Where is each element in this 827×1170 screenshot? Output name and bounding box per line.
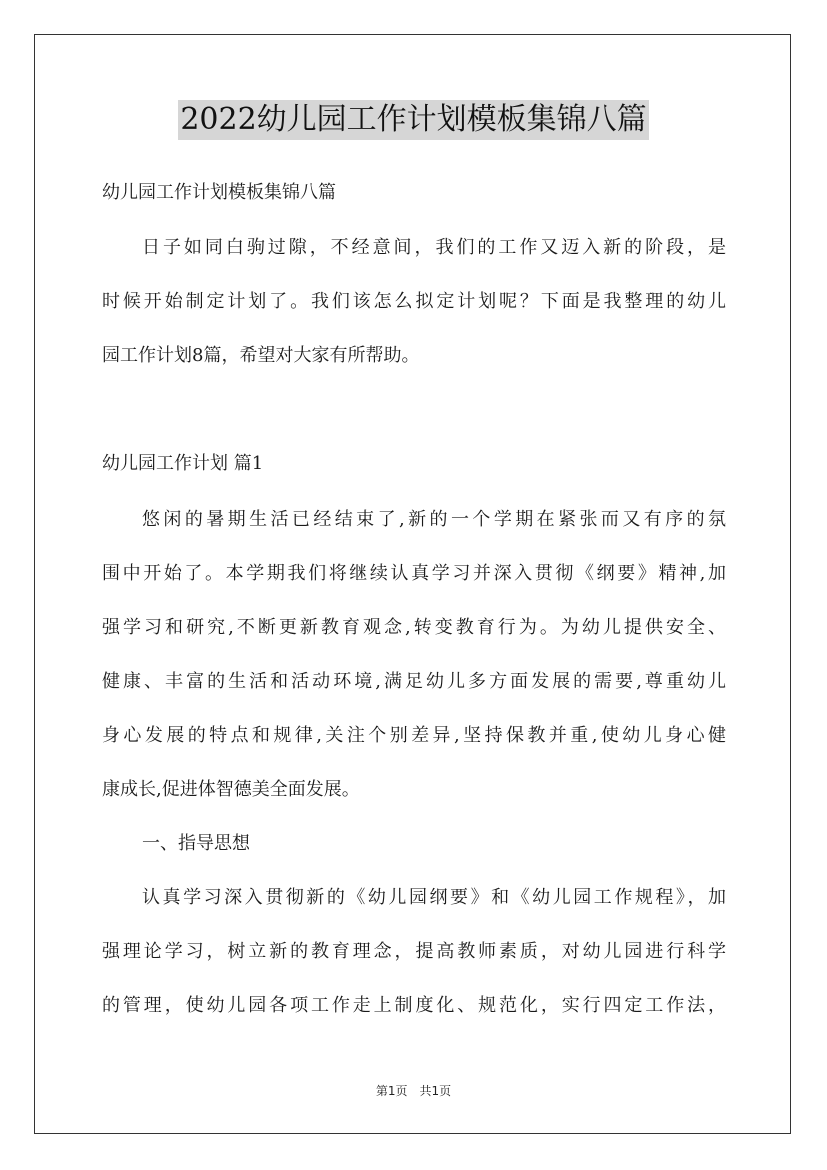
- title-container: [0, 100, 827, 140]
- section1-line-2: 围中开始了。本学期我们将继续认真学习并深入贯彻《纲要》精神,加: [102, 563, 726, 584]
- guiding-heading: 一、指导思想: [142, 833, 250, 854]
- section1-line-4: 健康、丰富的生活和活动环境,满足幼儿多方面发展的需要,尊重幼儿: [102, 671, 726, 692]
- guiding-line-1: 认真学习深入贯彻新的《幼儿园纲要》和《幼儿园工作规程》，加: [142, 887, 726, 908]
- intro-line-2: 时候开始制定计划了。我们该怎么拟定计划呢？下面是我整理的幼儿: [102, 291, 726, 312]
- section1-heading: 幼儿园工作计划 篇1: [102, 453, 264, 474]
- page-number-footer: 第1页 共1页: [375, 1084, 452, 1098]
- guiding-line-3: 的管理，使幼儿园各项工作走上制度化、规范化，实行四定工作法，: [102, 995, 726, 1016]
- document-title: 2022幼儿园工作计划模板集锦八篇: [178, 100, 648, 140]
- section1-line-3: 强学习和研究,不断更新教育观念,转变教育行为。为幼儿提供安全、: [102, 617, 726, 638]
- intro-line-3: 园工作计划8篇，希望对大家有所帮助。: [102, 345, 420, 366]
- section1-line-1: 悠闲的暑期生活已经结束了,新的一个学期在紧张而又有序的氛: [142, 509, 726, 530]
- guiding-line-2: 强理论学习，树立新的教育理念，提高教师素质，对幼儿园进行科学: [102, 941, 726, 962]
- intro-line-1: 日子如同白驹过隙，不经意间，我们的工作又迈入新的阶段，是: [142, 237, 726, 258]
- document-subtitle: 幼儿园工作计划模板集锦八篇: [102, 182, 336, 203]
- section1-line-5: 身心发展的特点和规律,关注个别差异,坚持保教并重,使幼儿身心健: [102, 725, 726, 746]
- section1-line-6: 康成长,促进体智德美全面发展。: [102, 779, 360, 800]
